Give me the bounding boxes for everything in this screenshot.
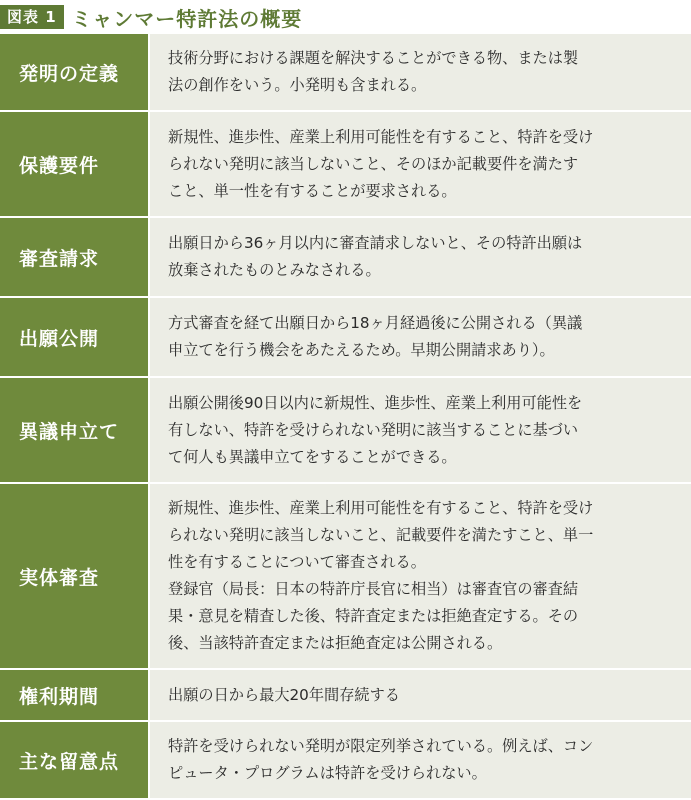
- content-line: 出願公開後90日以内に新規性、進歩性、産業上利用可能性を: [168, 393, 583, 412]
- content-line: られない発明に該当しないこと、そのほか記載要件を満たす: [168, 154, 579, 173]
- content-line: 技術分野における課題を解決することができる物、または製: [168, 49, 579, 67]
- table-row: [0, 670, 691, 722]
- row-content: [150, 722, 691, 798]
- content-line: 新規性、進歩性、産業上利用可能性を有すること、特許を受け: [168, 127, 594, 146]
- content-line: 放棄されたものとみなされる。: [168, 261, 381, 279]
- row-content: [150, 484, 691, 668]
- row-heading: 実体審査: [0, 484, 150, 668]
- content-line: 特許を受けられない発明が限定列挙されている。例えば、コン: [168, 737, 594, 755]
- content-line: て何人も異議申立てをすることができる。: [168, 447, 457, 466]
- content-line: 方式審査を経て出願日から18ヶ月経過後に公開される（異議: [168, 314, 583, 332]
- content-line: 後、当該特許査定または拒絶査定は公開される。: [168, 634, 503, 652]
- content-line: こと、単一性を有することが要求される。: [168, 181, 457, 200]
- content-line: 申立てを行う機会をあたえるため。早期公開請求あり）。: [168, 341, 555, 359]
- figure-label: 図表 1: [0, 5, 64, 29]
- row-content: [150, 112, 691, 216]
- table-row: [0, 34, 691, 112]
- content-line: 有しない、特許を受けられない発明に該当することに基づい: [168, 420, 579, 439]
- overview-table: [0, 34, 691, 798]
- row-heading: 異議申立て: [0, 378, 150, 482]
- row-content: [150, 34, 691, 110]
- table-row: [0, 218, 691, 298]
- row-heading: 審査請求: [0, 218, 150, 296]
- content-line: 性を有することについて審査される。: [168, 553, 426, 571]
- content-line: 出願の日から最大20年間存続する: [168, 685, 400, 704]
- figure-title-bar: [0, 0, 691, 32]
- table-row: [0, 378, 691, 484]
- row-content: [150, 218, 691, 296]
- table-row: [0, 484, 691, 670]
- row-heading: 発明の定義: [0, 34, 150, 110]
- content-line: 果・意見を精査した後、特許査定または拒絶査定する。その: [168, 607, 579, 625]
- table-row: [0, 722, 691, 798]
- row-content: [150, 298, 691, 376]
- content-line: られない発明に該当しないこと、記載要件を満たすこと、単一: [168, 526, 594, 544]
- row-heading: 権利期間: [0, 670, 150, 720]
- table-row: [0, 112, 691, 218]
- row-heading: 主な留意点: [0, 722, 150, 798]
- content-line: 出願日から36ヶ月以内に審査請求しないと、その特許出願は: [168, 234, 583, 252]
- content-line: ピュータ・プログラムは特許を受けられない。: [168, 764, 487, 782]
- row-content: [150, 670, 691, 720]
- content-line: 新規性、進歩性、産業上利用可能性を有すること、特許を受け: [168, 499, 594, 517]
- row-heading: 保護要件: [0, 112, 150, 216]
- content-line: 法の創作をいう。小発明も含まれる。: [168, 76, 427, 94]
- row-content: [150, 378, 691, 482]
- row-heading: 出願公開: [0, 298, 150, 376]
- table-row: [0, 298, 691, 378]
- content-line: 登録官（局長：日本の特許庁長官に相当）は審査官の審査結: [168, 580, 579, 598]
- figure-title: ミャンマー特許法の概要: [71, 6, 303, 31]
